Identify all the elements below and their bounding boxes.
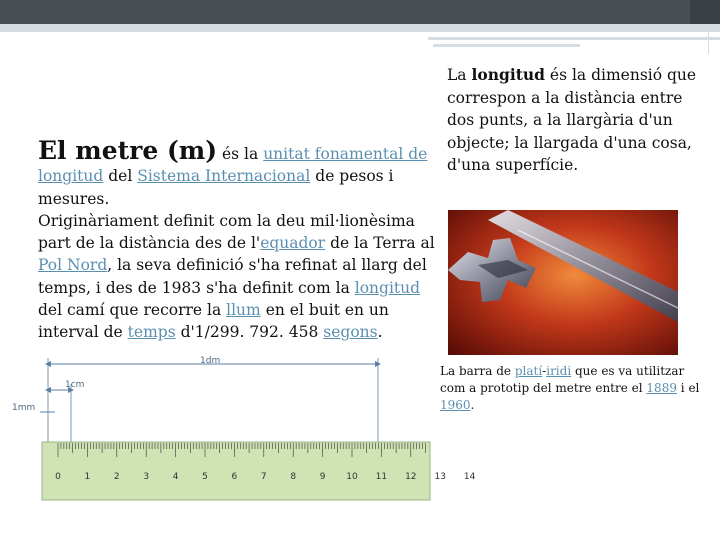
ruler-body: [42, 442, 430, 500]
text-segment: en el buit en un interval de: [38, 301, 389, 342]
link-unit[interactable]: unitat fonamental de longitud: [38, 145, 428, 186]
definition-prefix: La: [447, 66, 467, 84]
top-bar-accent: [0, 24, 720, 32]
link-length[interactable]: longitud: [354, 278, 421, 297]
link-1960[interactable]: 1960: [440, 398, 471, 412]
ruler-number: 0: [55, 472, 61, 482]
mm-label: 1mm: [12, 403, 36, 413]
text-segment: i el: [680, 381, 700, 395]
decorative-rule: [433, 44, 580, 47]
link-seconds[interactable]: segons: [323, 323, 378, 342]
cm-label: 1cm: [65, 380, 85, 390]
definition-term: longitud: [471, 65, 545, 84]
ruler-number: 10: [346, 472, 358, 482]
heading: El metre (m): [38, 136, 218, 165]
text-segment: de pesos i mesures.: [38, 167, 394, 208]
ruler-number: 5: [202, 472, 208, 482]
dm-label: 1dm: [200, 356, 221, 366]
text-segment: és la: [222, 145, 259, 163]
text-segment: del camí que recorre la: [38, 301, 222, 320]
text-segment: d'1/299. 792. 458: [180, 323, 319, 342]
ruler-number: 11: [375, 472, 388, 482]
ruler-number: 3: [143, 472, 150, 482]
ruler-number: 4: [172, 472, 179, 482]
text-segment: del: [108, 167, 133, 186]
top-bar: [0, 0, 720, 24]
text-segment: Originàriament definit com la deu mil·lionèsima part de la distància des de l': [38, 211, 415, 253]
link-iridium[interactable]: iridi: [546, 364, 572, 378]
link-time[interactable]: temps: [127, 323, 176, 342]
ruler-number: 12: [405, 472, 417, 482]
ruler-number: 1: [84, 472, 91, 482]
platinum-iridium-bar-photo: [448, 210, 678, 355]
link-1889[interactable]: 1889: [646, 381, 677, 395]
ruler-number: 8: [290, 472, 297, 482]
main-paragraph: [38, 136, 448, 344]
text-segment: .: [377, 323, 383, 342]
ruler-number: 6: [231, 472, 238, 482]
ruler-number: 13: [434, 472, 446, 482]
ruler-number: 2: [113, 472, 120, 482]
ruler-number: 9: [319, 472, 326, 482]
text-segment: , la seva definició s'ha refinat al llarg del temps, i des de 1983 s'ha definit com la: [38, 256, 427, 297]
definition-body: és la dimensió que correspon a la distància entre dos punts, a la llargària d'un objecte; la llargada d'una cosa, d'una superfície.: [447, 66, 697, 174]
photo-caption: [440, 363, 700, 414]
link-platinum[interactable]: platí: [514, 364, 543, 378]
link-si[interactable]: Sistema Internacional: [137, 167, 311, 186]
link-north-pole[interactable]: Pol Nord: [38, 256, 108, 275]
decorative-line: [708, 24, 709, 54]
ruler-number: 14: [463, 472, 476, 482]
text-segment: de la Terra al: [330, 234, 435, 253]
link-light[interactable]: llum: [226, 301, 261, 320]
ruler-number: 7: [260, 472, 267, 482]
definition-text: [447, 64, 707, 177]
text-segment: -: [542, 364, 547, 378]
top-bar-corner: [690, 0, 720, 24]
text-segment: que es va utilitzar com a prototip del metre entre el: [440, 364, 685, 395]
decorative-rule: [428, 37, 720, 40]
link-equator[interactable]: equador: [260, 234, 326, 253]
text-segment: La barra de: [440, 364, 511, 378]
text-segment: .: [470, 398, 475, 412]
